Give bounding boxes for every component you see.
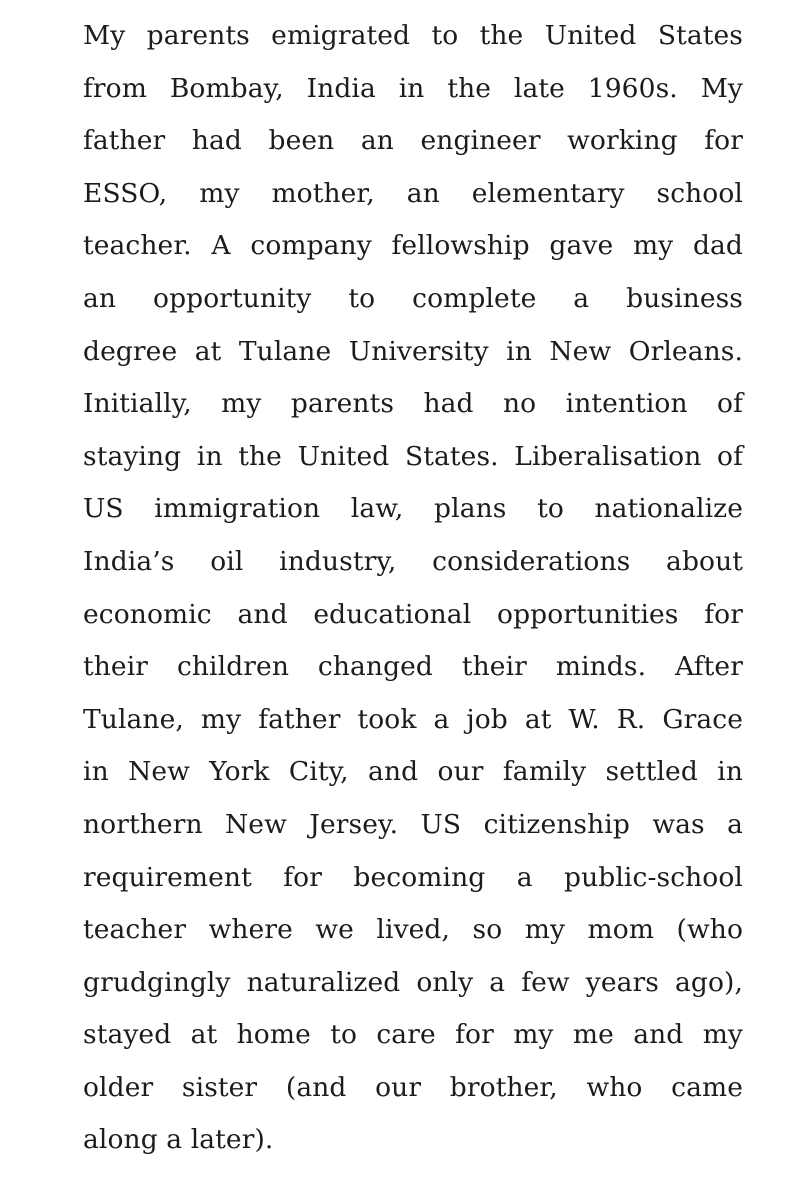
paragraph-line: degree at Tulane University in New Orleans. [83, 335, 743, 367]
paragraph-line: an opportunity to complete a business [83, 282, 743, 314]
paragraph-line: stayed at home to care for my me and my [83, 1019, 743, 1051]
paragraph-line: northern New Jersey. US citizenship was a [83, 808, 743, 840]
paragraph-line: in New York City, and our family settled in [83, 756, 743, 788]
paragraph-line: ESSO, my mother, an elementary school [83, 177, 743, 209]
paragraph-line: from Bombay, India in the late 1960s. My [83, 72, 743, 104]
paragraph-line: Initially, my parents had no intention of [83, 388, 743, 420]
paragraph-line: grudgingly naturalized only a few years ago), [83, 966, 743, 998]
paragraph-line: along a later). [83, 1124, 274, 1156]
paragraph-line: their children changed their minds. After [83, 651, 743, 683]
paragraph [83, 10, 743, 1167]
paragraph-line: My parents emigrated to the United States [83, 20, 743, 51]
paragraph-line: staying in the United States. Liberalisation of [83, 440, 743, 472]
paragraph-line: requirement for becoming a public-school [83, 861, 743, 893]
paragraph-line: teacher. A company fellowship gave my dad [83, 230, 743, 262]
paragraph-line: father had been an engineer working for [83, 125, 743, 157]
paragraph-line: teacher where we lived, so my mom (who [83, 914, 743, 946]
paragraph-line: Tulane, my father took a job at W. R. Grace [83, 703, 743, 735]
paragraph-line: economic and educational opportunities for [83, 598, 743, 630]
paragraph-line: US immigration law, plans to nationalize [83, 493, 743, 525]
paragraph-line: older sister (and our brother, who came [83, 1071, 743, 1103]
paragraph-line: India’s oil industry, considerations about [83, 545, 743, 577]
